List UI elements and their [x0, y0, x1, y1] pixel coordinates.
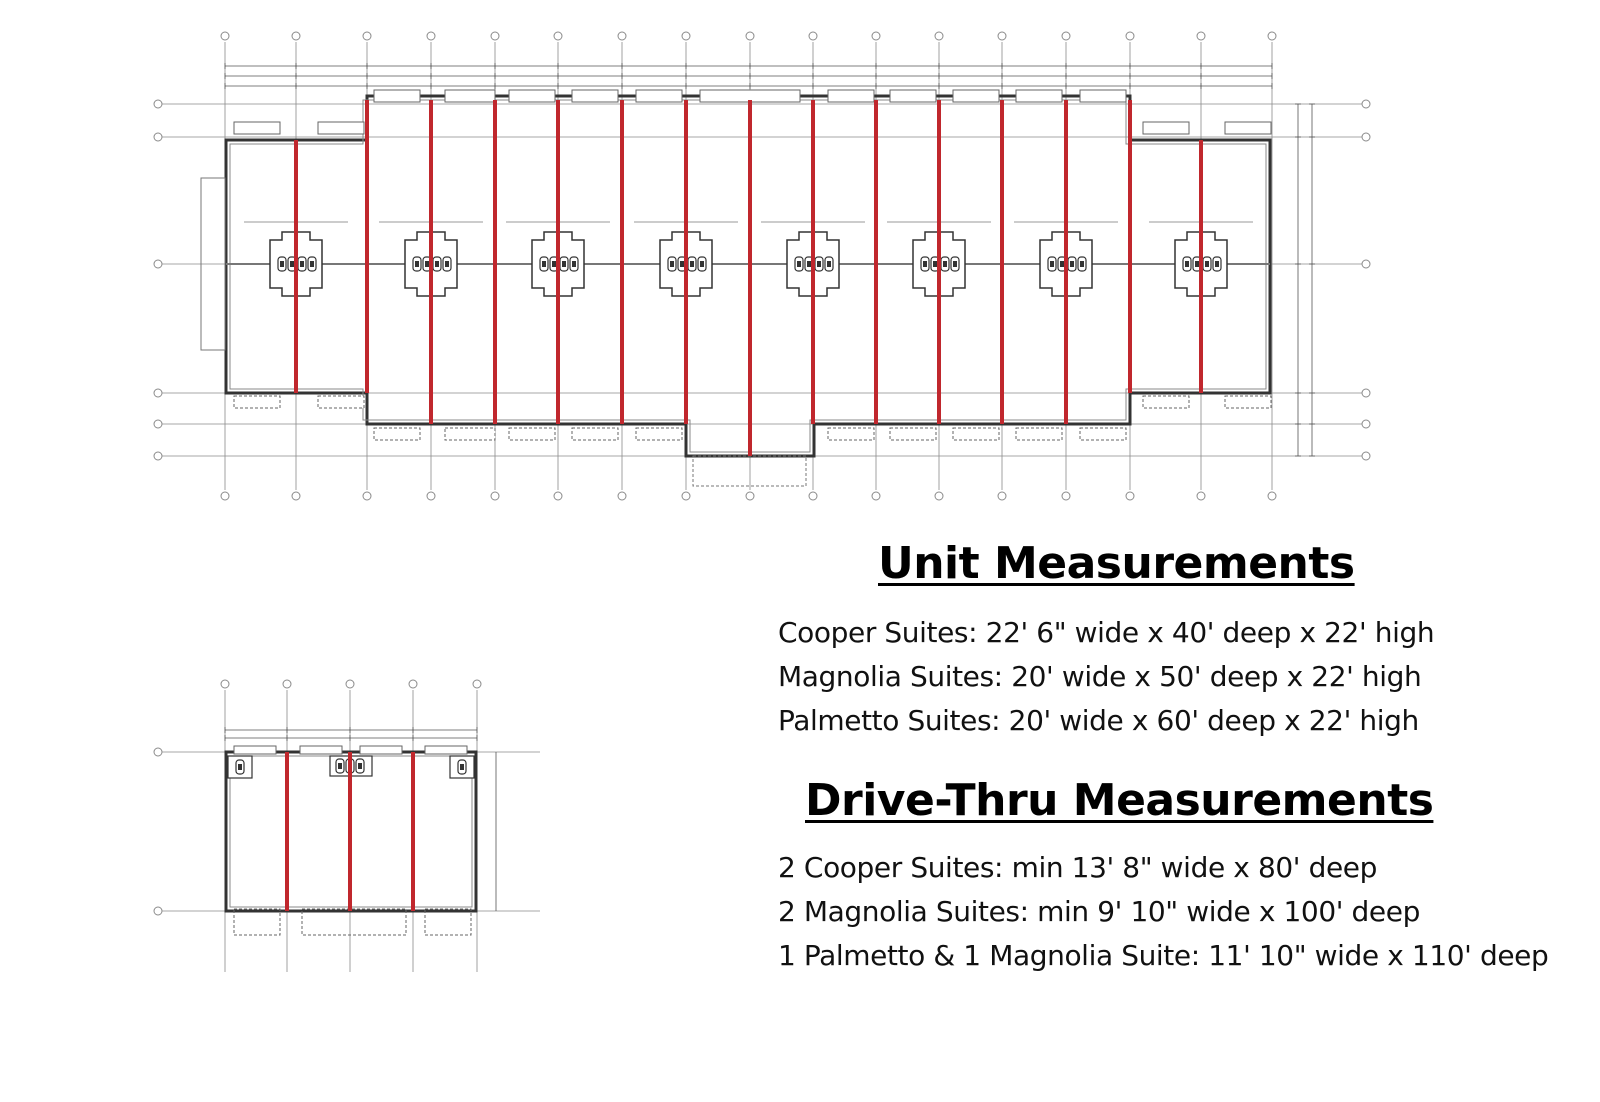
drive-thru-cooper-measurement: 2 Cooper Suites: min 13' 8" wide x 80' deep: [778, 851, 1377, 884]
fixture-mark: [310, 261, 314, 267]
grid-bubble: [1362, 260, 1370, 268]
grid-bubble: [491, 32, 499, 40]
grid-bubble: [221, 492, 229, 500]
grid-bubble: [221, 32, 229, 40]
overhead-door: [425, 909, 471, 935]
overhead-door: [509, 428, 555, 440]
grid-bubble: [221, 680, 229, 688]
grid-bubble: [1126, 32, 1134, 40]
grid-bubble: [427, 492, 435, 500]
overhead-door: [953, 428, 999, 440]
grid-bubble: [618, 32, 626, 40]
fixture-mark: [562, 261, 566, 267]
overhead-door: [636, 428, 682, 440]
grid-bubble: [346, 680, 354, 688]
grid-bubble: [427, 32, 435, 40]
grid-bubble: [872, 32, 880, 40]
grid-bubble: [363, 32, 371, 40]
fixture-mark: [460, 764, 464, 770]
overhead-door: [234, 122, 280, 134]
grid-bubble: [154, 907, 162, 915]
grid-bubble: [409, 680, 417, 688]
grid-bubble: [998, 492, 1006, 500]
grid-bubble: [154, 100, 162, 108]
overhead-door: [445, 428, 495, 440]
overhead-door: [1016, 90, 1062, 102]
palmetto-suites-measurement: Palmetto Suites: 20' wide x 60' deep x 22' high: [778, 704, 1419, 737]
grid-bubble: [682, 32, 690, 40]
fixture-mark: [290, 261, 294, 267]
grid-bubble: [154, 260, 162, 268]
overhead-door: [360, 746, 402, 754]
fixture-mark: [1205, 261, 1209, 267]
grid-bubble: [935, 32, 943, 40]
fixture-mark: [300, 261, 304, 267]
fixture-mark: [238, 764, 242, 770]
fixture-mark: [572, 261, 576, 267]
fixture-mark: [807, 261, 811, 267]
grid-bubble: [746, 32, 754, 40]
drive-thru-measurements-heading: Drive-Thru Measurements: [805, 775, 1434, 826]
fixture-mark: [280, 261, 284, 267]
overhead-door: [1143, 396, 1189, 408]
overhead-door: [636, 90, 682, 102]
overhead-door: [953, 90, 999, 102]
overhead-door: [1225, 396, 1271, 408]
grid-bubble: [618, 492, 626, 500]
fixture-mark: [1070, 261, 1074, 267]
grid-bubble: [154, 748, 162, 756]
grid-bubble: [292, 492, 300, 500]
fixture-mark: [817, 261, 821, 267]
fixture-mark: [827, 261, 831, 267]
fixture-mark: [953, 261, 957, 267]
overhead-door: [300, 746, 342, 754]
fixture-mark: [445, 261, 449, 267]
grid-bubble: [1197, 32, 1205, 40]
fixture-mark: [923, 261, 927, 267]
unit-measurements-heading: Unit Measurements: [878, 538, 1355, 589]
overhead-door: [374, 428, 420, 440]
fixture-mark: [425, 261, 429, 267]
overhead-door: [234, 396, 280, 408]
grid-bubble: [1062, 492, 1070, 500]
grid-bubble: [154, 133, 162, 141]
fixture-mark: [670, 261, 674, 267]
fixture-mark: [1215, 261, 1219, 267]
front-canopy: [693, 456, 806, 486]
overhead-door: [234, 746, 276, 754]
grid-bubble: [682, 492, 690, 500]
grid-bubble: [554, 492, 562, 500]
overhead-door: [318, 396, 364, 408]
grid-bubble: [1268, 492, 1276, 500]
fixture-mark: [358, 763, 362, 769]
grid-bubble: [363, 492, 371, 500]
overhead-door: [302, 909, 406, 935]
overhead-door: [234, 909, 280, 935]
grid-bubble: [809, 492, 817, 500]
grid-bubble: [154, 420, 162, 428]
grid-bubble: [1362, 133, 1370, 141]
grid-bubble: [1268, 32, 1276, 40]
grid-bubble: [809, 32, 817, 40]
grid-bubble: [473, 680, 481, 688]
fixture-mark: [943, 261, 947, 267]
fixture-mark: [680, 261, 684, 267]
grid-bubble: [1197, 492, 1205, 500]
overhead-door: [445, 90, 495, 102]
fixture-mark: [1080, 261, 1084, 267]
cooper-suites-measurement: Cooper Suites: 22' 6" wide x 40' deep x 22' high: [778, 616, 1435, 649]
overhead-door: [890, 428, 936, 440]
overhead-door: [1143, 122, 1189, 134]
grid-bubble: [154, 452, 162, 460]
fixture-mark: [1050, 261, 1054, 267]
fixture-mark: [933, 261, 937, 267]
grid-bubble: [1126, 492, 1134, 500]
unit-measurements-list: [778, 611, 1434, 743]
fixture-mark: [338, 763, 342, 769]
grid-bubble: [1362, 452, 1370, 460]
fixture-mark: [435, 261, 439, 267]
drive-thru-palmetto-magnolia-measurement: 1 Palmetto & 1 Magnolia Suite: 11' 10" wide x 110' deep: [778, 939, 1549, 972]
overhead-door: [1080, 90, 1126, 102]
fixture-mark: [797, 261, 801, 267]
drive-thru-measurements-list: [778, 846, 1548, 978]
fixture-mark: [552, 261, 556, 267]
fixture-mark: [1185, 261, 1189, 267]
grid-bubble: [872, 492, 880, 500]
overhead-door: [509, 90, 555, 102]
small-building-floor-plan: [154, 680, 540, 972]
drive-thru-magnolia-measurement: 2 Magnolia Suites: min 9' 10" wide x 100' deep: [778, 895, 1420, 928]
grid-bubble: [154, 389, 162, 397]
grid-bubble: [1062, 32, 1070, 40]
overhead-door: [828, 428, 874, 440]
overhead-door: [425, 746, 467, 754]
grid-bubble: [491, 492, 499, 500]
fixture-mark: [690, 261, 694, 267]
overhead-door: [828, 90, 874, 102]
grid-bubble: [998, 32, 1006, 40]
fixture-mark: [542, 261, 546, 267]
grid-bubble: [1362, 389, 1370, 397]
overhead-door: [572, 90, 618, 102]
overhead-door: [572, 428, 618, 440]
overhead-door: [1080, 428, 1126, 440]
grid-bubble: [1362, 420, 1370, 428]
magnolia-suites-measurement: Magnolia Suites: 20' wide x 50' deep x 22' high: [778, 660, 1422, 693]
overhead-door: [374, 90, 420, 102]
fixture-mark: [700, 261, 704, 267]
grid-bubble: [1362, 100, 1370, 108]
main-building-floor-plan: [154, 32, 1370, 500]
overhead-door: [1016, 428, 1062, 440]
grid-bubble: [292, 32, 300, 40]
grid-bubble: [935, 492, 943, 500]
overhead-door: [890, 90, 936, 102]
overhead-door: [318, 122, 364, 134]
fixture-mark: [1060, 261, 1064, 267]
grid-bubble: [283, 680, 291, 688]
fixture-mark: [1195, 261, 1199, 267]
overhead-door: [1225, 122, 1271, 134]
grid-bubble: [554, 32, 562, 40]
fixture-mark: [415, 261, 419, 267]
grid-bubble: [746, 492, 754, 500]
